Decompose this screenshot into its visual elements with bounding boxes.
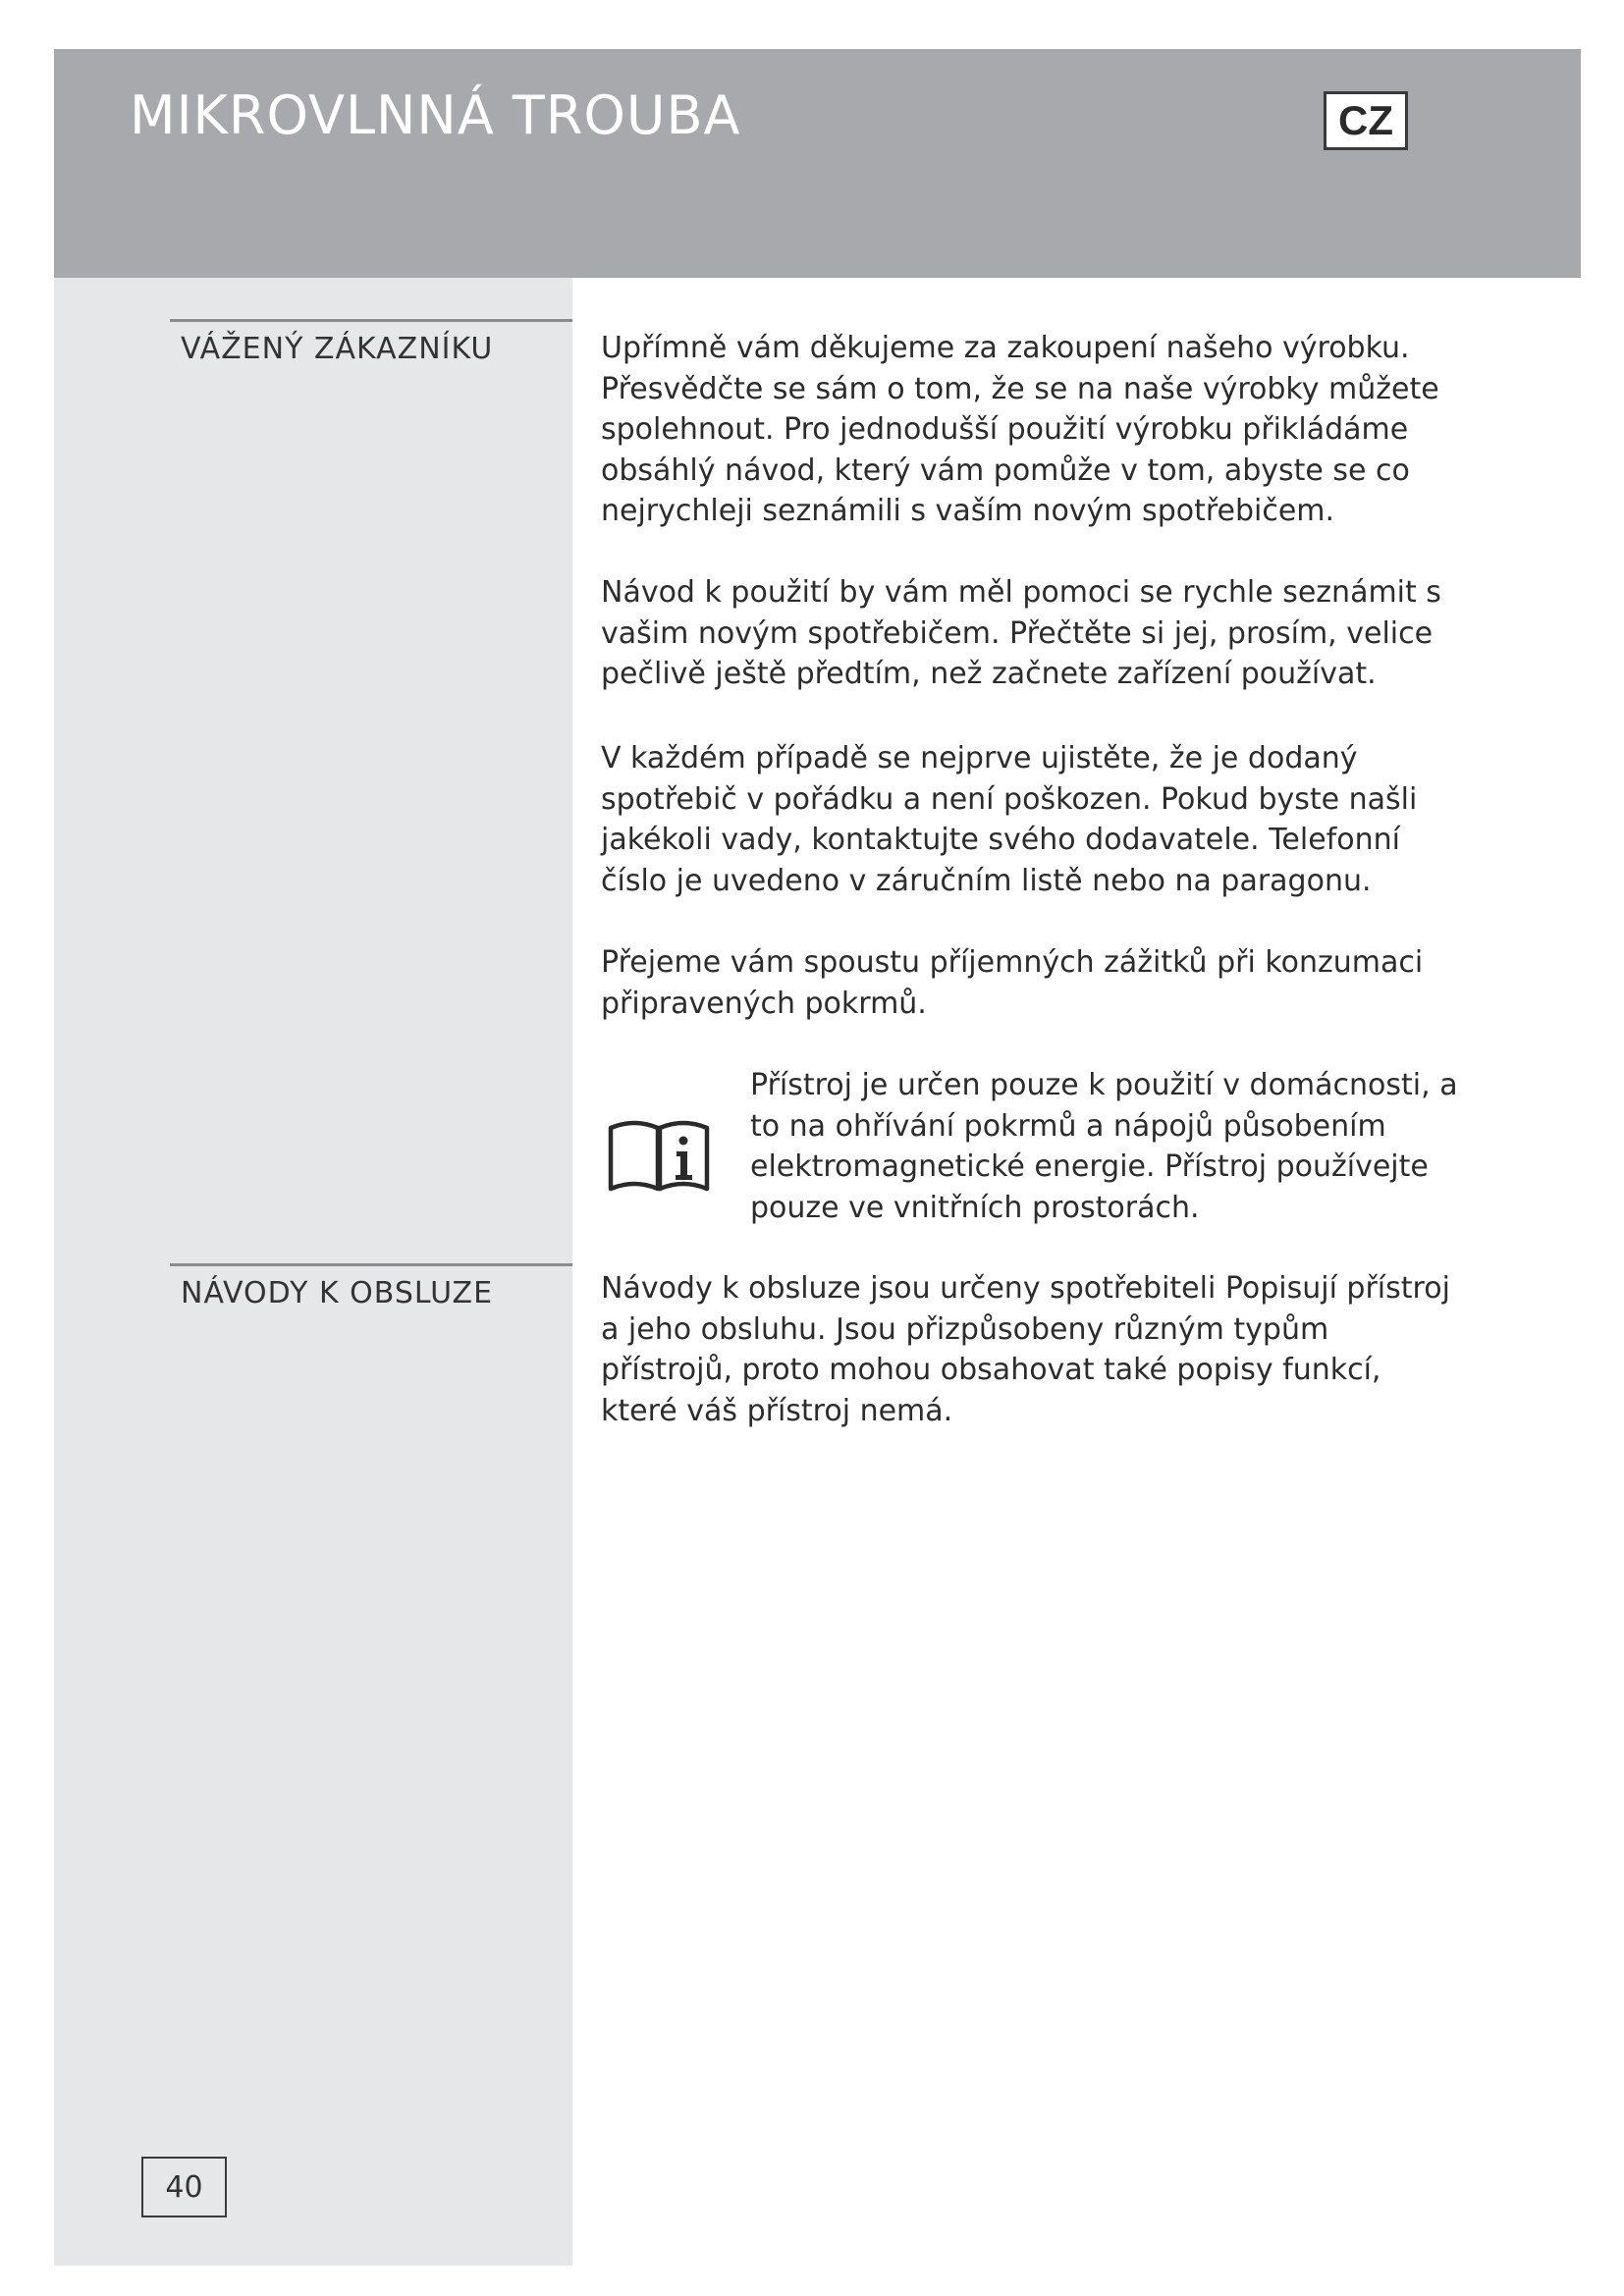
paragraph-text: Návody k obsluze jsou určeny spotřebiteli Popisují přístroj a jeho obsluhu. Jsou přizpůsobeny různým typům přístrojů, proto mohou obsahovat také popisy funkcí, které váš přístroj nemá. <box>601 1271 1450 1428</box>
paragraph-text: Návod k použití by vám měl pomoci se rychle seznámit s vašim novým spotřebičem. Přečtěte si jej, prosím, velice pečlivě ještě předtím, než začnete zařízení používat. <box>601 575 1441 691</box>
paragraph-text: Přejeme vám spoustu příjemných zážitků při konzumaci připravených pokrmů. <box>601 945 1424 1021</box>
instructions-paragraph <box>601 1268 1465 1431</box>
paragraph-text: V každém případě se nejprve ujistěte, že je dodaný spotřebič v pořádku a není poškozen. Pokud byste našli jakékoli vady, kontaktujte svého dodavatele. Telefonní číslo je uvedeno v záručním listě nebo na paragonu. <box>601 741 1418 898</box>
customer-paragraph-1 <box>601 328 1465 532</box>
section-label-instructions: NÁVODY K OBSLUZE <box>170 1263 572 1310</box>
page-header <box>54 49 1581 278</box>
manual-info-icon <box>605 1114 713 1193</box>
info-note-text: Přístroj je určen pouze k použití v domácnosti, a to na ohřívání pokrmů a nápojů působením elektromagnetické energie. Přístroj používejte pouze ve vnitřních prostorách. <box>750 1068 1458 1225</box>
section-label-customer: VÁŽENÝ ZÁKAZNÍKU <box>170 319 572 366</box>
customer-paragraph-2 <box>601 572 1465 695</box>
info-note <box>601 1065 1465 1232</box>
page-title: MIKROVLNNÁ TROUBA <box>130 84 741 146</box>
page-number: 40 <box>141 2157 227 2217</box>
customer-paragraph-3 <box>601 738 1465 901</box>
customer-paragraph-4 <box>601 942 1465 1024</box>
paragraph-text: Upřímně vám děkujeme za zakoupení našeho výrobku. Přesvědčte se sám o tom, že se na naše výrobky můžete spolehnout. Pro jednodušší použití výrobku přikládáme obsáhlý návod, který vám pomůže v tom, abyste se co nejrychleji seznámili s vaším novým spotřebičem. <box>601 331 1439 528</box>
language-badge: CZ <box>1324 91 1408 150</box>
